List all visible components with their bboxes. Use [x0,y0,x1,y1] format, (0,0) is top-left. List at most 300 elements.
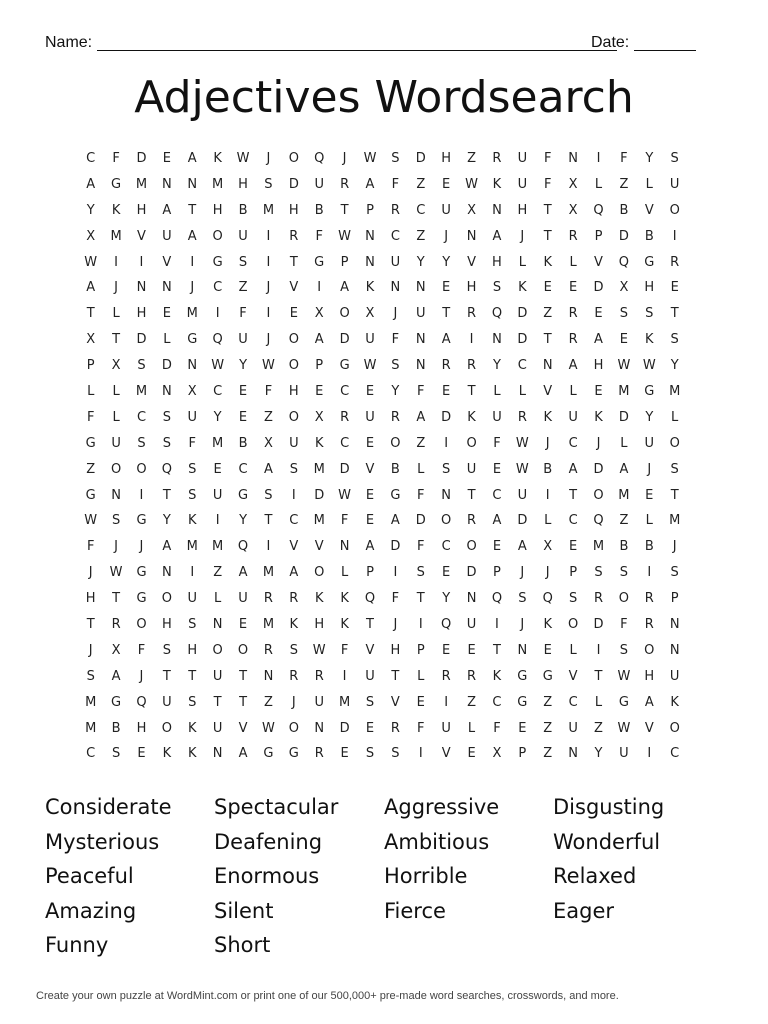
grid-cell: X [365,306,375,322]
grid-cell: E [518,720,527,736]
grid-cell: R [568,332,578,348]
grid-cell: T [670,487,679,503]
grid-cell: Q [441,617,452,633]
grid-cell: I [418,746,423,762]
grid-cell: W [363,151,377,166]
grid-cell: E [569,539,578,555]
grid-cell: S [619,306,629,322]
grid-cell: V [365,461,375,477]
grid-cell: X [111,358,121,374]
grid-cell: A [86,176,96,192]
grid-cell: F [86,409,95,425]
grid-cell: S [670,565,679,581]
grid-cell: K [187,720,197,736]
grid-cell: N [669,642,680,658]
letter-grid [78,146,687,767]
grid-cell: U [162,228,172,244]
grid-cell: H [517,202,528,218]
grid-cell: O [669,202,680,218]
grid-cell: V [289,280,299,296]
grid-cell: B [238,435,248,451]
grid-cell: H [85,591,96,607]
grid-cell: E [238,617,248,633]
grid-cell: N [415,358,426,374]
grid-cell: L [112,384,120,400]
grid-cell: T [594,668,603,684]
grid-cell: M [85,720,97,736]
grid-cell: U [517,151,528,166]
grid-cell: N [212,746,223,762]
grid-cell: C [416,202,426,218]
grid-cell: K [213,151,222,166]
grid-cell: O [568,617,579,633]
grid-cell: J [520,565,525,581]
word-item: Eager [553,898,615,923]
grid-cell: F [137,642,146,658]
grid-cell: Q [237,539,249,555]
grid-cell: G [238,487,249,503]
grid-cell: J [266,151,271,166]
grid-cell: U [212,487,223,503]
grid-cell: N [517,642,528,658]
grid-cell: M [85,694,97,710]
grid-cell: B [314,202,324,218]
grid-cell: S [365,694,375,710]
grid-cell: M [135,384,148,400]
grid-cell: I [139,487,144,503]
grid-cell: I [647,746,652,762]
grid-cell: G [187,332,198,348]
grid-cell: C [340,435,350,451]
grid-cell: F [315,228,323,244]
grid-cell: U [568,720,578,736]
grid-cell: A [568,461,578,477]
grid-cell: K [543,254,552,270]
grid-cell: G [339,358,350,374]
grid-cell: V [314,539,324,555]
grid-cell: M [592,539,605,555]
grid-cell: J [444,228,449,244]
name-line[interactable] [97,50,617,51]
grid-cell: R [263,642,273,658]
grid-cell: J [190,280,195,296]
grid-cell: R [289,591,299,607]
grid-cell: N [492,332,502,348]
grid-cell: J [545,565,550,581]
grid-cell: O [110,461,122,477]
grid-cell: U [314,694,324,710]
grid-cell: C [238,461,248,477]
grid-cell: O [288,720,299,736]
grid-cell: R [390,202,400,218]
grid-cell: U [441,202,451,218]
grid-cell: S [188,487,197,503]
grid-cell: L [340,565,349,581]
grid-cell: F [86,539,95,555]
grid-cell: O [237,642,249,658]
grid-cell: Q [161,461,172,477]
grid-cell: X [263,435,273,451]
grid-cell: E [340,746,349,762]
grid-cell: N [365,254,375,270]
grid-cell: R [314,746,324,762]
grid-cell: T [112,591,121,607]
grid-cell: T [86,617,95,633]
word-item: Deafening [214,829,323,854]
grid-cell: D [390,539,401,555]
grid-cell: D [441,409,452,425]
grid-cell: T [416,591,425,607]
grid-cell: L [645,176,653,192]
grid-cell: K [111,202,121,218]
grid-cell: N [568,151,578,166]
grid-cell: Z [543,306,553,322]
grid-cell: D [136,332,147,348]
grid-cell: A [416,409,426,425]
grid-cell: U [212,720,223,736]
grid-cell: H [441,151,452,166]
grid-cell: U [238,228,248,244]
grid-cell: U [669,176,680,192]
grid-cell: P [493,565,501,581]
grid-cell: Q [314,151,325,166]
grid-cell: G [314,254,325,270]
grid-cell: X [492,746,502,762]
grid-cell: Z [213,565,223,581]
grid-cell: L [620,435,628,451]
grid-cell: C [136,409,147,425]
grid-cell: G [136,513,147,529]
grid-cell: K [340,617,349,633]
grid-cell: F [112,151,120,166]
grid-cell: J [596,435,601,451]
word-item: Fierce [384,898,446,923]
grid-cell: S [162,435,171,451]
word-item: Enormous [214,864,320,888]
grid-cell: T [670,306,679,322]
grid-cell: M [186,306,198,322]
grid-cell: V [390,694,400,710]
grid-cell: O [466,539,477,555]
grid-cell: R [340,409,350,425]
grid-cell: R [644,617,654,633]
grid-cell: G [644,384,655,400]
grid-cell: V [441,746,451,762]
date-label: Date: [591,34,630,51]
grid-cell: U [365,668,375,684]
grid-cell: S [670,151,679,166]
grid-cell: N [263,668,274,684]
grid-cell: J [88,565,93,581]
grid-cell: W [617,720,631,736]
grid-cell: P [340,254,349,270]
grid-cell: C [568,513,578,529]
grid-cell: U [441,720,451,736]
grid-cell: O [669,435,680,451]
grid-cell: K [492,176,502,192]
grid-cell: A [517,539,527,555]
grid-cell: I [266,254,271,270]
grid-cell: N [111,487,121,503]
grid-cell: O [136,617,147,633]
grid-cell: O [593,487,604,503]
grid-cell: F [543,176,552,192]
grid-cell: M [212,539,224,555]
grid-cell: N [568,746,578,762]
grid-cell: I [291,487,296,503]
grid-cell: L [112,409,120,425]
grid-cell: I [596,151,601,166]
grid-cell: G [136,565,147,581]
grid-cell: H [136,720,147,736]
grid-cell: M [212,435,224,451]
grid-cell: C [86,151,96,166]
grid-cell: I [266,228,271,244]
name-label: Name: [45,34,93,51]
grid-cell: C [390,228,400,244]
grid-cell: I [545,487,550,503]
grid-cell: M [313,513,325,529]
grid-cell: I [139,254,144,270]
grid-cell: P [594,228,603,244]
grid-cell: T [162,487,171,503]
grid-cell: D [161,358,172,374]
grid-cell: M [669,384,681,400]
word-item: Spectacular [214,795,339,819]
grid-cell: O [314,565,325,581]
grid-cell: I [672,228,677,244]
grid-cell: J [266,332,271,348]
grid-cell: T [391,668,400,684]
grid-cell: U [492,409,502,425]
word-item: Amazing [45,898,137,923]
grid-cell: H [136,306,147,322]
grid-cell: L [417,668,425,684]
grid-cell: E [543,642,552,658]
grid-cell: D [517,332,528,348]
grid-cell: E [213,461,222,477]
grid-cell: D [593,280,604,296]
grid-cell: H [644,280,655,296]
grid-cell: C [340,384,350,400]
grid-cell: O [136,461,147,477]
grid-cell: B [644,539,654,555]
grid-cell: G [644,254,655,270]
date-line[interactable] [634,50,696,51]
grid-cell: J [291,694,296,710]
grid-cell: A [187,228,197,244]
grid-cell: Z [619,513,629,529]
grid-cell: Z [543,694,553,710]
grid-cell: E [289,306,298,322]
grid-cell: S [188,694,197,710]
grid-cell: W [642,358,656,374]
grid-cell: R [390,409,400,425]
grid-cell: L [518,384,526,400]
grid-cell: S [568,591,578,607]
grid-cell: R [390,720,400,736]
grid-cell: A [365,539,375,555]
grid-cell: I [266,306,271,322]
grid-cell: Q [491,306,503,322]
grid-cell: N [162,176,172,192]
grid-cell: L [569,642,577,658]
grid-cell: S [416,565,425,581]
grid-cell: W [84,513,98,529]
grid-cell: O [212,642,223,658]
footer-note: Create your own puzzle at WordMint.com or print one of our 500,000+ pre-made word searches, crosswords, and more. [36,990,619,1002]
grid-cell: D [339,720,350,736]
grid-cell: S [188,617,197,633]
grid-cell: Z [467,151,476,166]
grid-cell: K [340,591,349,607]
grid-cell: A [162,539,172,555]
grid-cell: F [391,591,400,607]
grid-cell: Y [670,358,679,374]
grid-cell: E [365,487,375,503]
grid-cell: N [136,280,147,296]
grid-cell: T [239,694,248,710]
grid-cell: U [466,461,477,477]
grid-cell: K [187,746,197,762]
grid-cell: H [593,358,604,374]
grid-cell: E [365,384,375,400]
grid-cell: I [190,565,195,581]
grid-cell: N [415,280,426,296]
grid-cell: W [109,565,123,581]
grid-cell: O [288,332,299,348]
grid-cell: H [212,202,223,218]
grid-cell: P [315,358,324,374]
grid-cell: R [111,617,121,633]
grid-cell: P [518,746,527,762]
grid-cell: Z [543,746,553,762]
grid-cell: M [338,694,351,710]
grid-cell: R [593,591,604,607]
grid-cell: E [670,280,679,296]
grid-cell: H [288,202,299,218]
grid-cell: N [187,176,198,192]
grid-cell: U [390,254,401,270]
grid-cell: P [416,642,425,658]
grid-cell: Y [239,358,248,374]
grid-cell: I [444,435,449,451]
grid-cell: X [187,384,197,400]
grid-cell: E [569,280,578,296]
grid-cell: O [441,513,452,529]
grid-cell: I [418,617,423,633]
grid-cell: J [114,539,118,555]
grid-cell: S [391,746,400,762]
grid-cell: F [417,539,425,555]
grid-cell: W [262,720,275,736]
grid-cell: H [466,280,477,296]
grid-cell: M [135,176,148,192]
grid-cell: R [441,668,451,684]
grid-cell: E [442,642,451,658]
grid-cell: T [86,306,95,322]
grid-cell: N [187,358,198,374]
grid-cell: L [569,384,577,400]
grid-cell: A [340,280,350,296]
grid-cell: I [342,668,347,684]
grid-cell: G [136,591,147,607]
grid-cell: S [365,746,375,762]
grid-cell: Z [594,720,603,736]
grid-cell: T [289,254,298,270]
grid-cell: Q [593,202,604,218]
grid-cell: G [517,694,528,710]
grid-cell: J [520,228,525,244]
grid-cell: O [161,591,172,607]
grid-cell: E [442,280,451,296]
grid-cell: K [162,746,172,762]
grid-cell: T [366,617,374,633]
grid-cell: U [669,668,680,684]
grid-cell: H [492,254,502,270]
grid-cell: F [417,487,425,503]
grid-cell: J [545,435,550,451]
grid-cell: D [339,461,350,477]
grid-cell: S [188,461,197,477]
grid-cell: G [111,694,122,710]
grid-cell: E [315,384,324,400]
grid-cell: A [86,280,96,296]
grid-cell: D [136,151,147,166]
grid-cell: Z [619,176,629,192]
grid-cell: O [339,306,350,322]
grid-cell: B [619,539,629,555]
grid-cell: E [162,306,171,322]
grid-cell: Y [442,254,451,270]
grid-cell: U [314,176,324,192]
grid-cell: V [644,720,654,736]
grid-cell: T [239,668,248,684]
word-item: Disgusting [553,795,665,819]
word-item: Silent [214,898,274,923]
grid-cell: R [467,668,477,684]
grid-cell: Z [416,176,426,192]
grid-cell: S [442,461,451,477]
grid-cell: X [314,306,324,322]
grid-cell: F [188,435,196,451]
grid-cell: Q [618,254,630,270]
grid-cell: D [415,513,426,529]
grid-cell: O [390,435,401,451]
grid-cell: I [495,617,499,633]
grid-cell: K [314,591,324,607]
grid-cell: U [111,435,121,451]
grid-cell: T [188,668,197,684]
grid-cell: G [542,668,553,684]
grid-cell: D [618,409,629,425]
grid-cell: N [314,720,325,736]
grid-cell: Y [594,746,603,762]
grid-cell: I [114,254,118,270]
grid-cell: U [568,409,578,425]
grid-cell: R [340,176,350,192]
grid-cell: F [417,720,425,736]
grid-cell: D [517,306,528,322]
word-item: Relaxed [553,864,637,888]
grid-cell: L [467,720,476,736]
grid-cell: R [441,358,451,374]
grid-cell: F [620,151,628,166]
grid-cell: L [594,176,603,192]
grid-cell: B [238,202,248,218]
grid-cell: R [314,668,324,684]
grid-cell: W [465,176,478,192]
